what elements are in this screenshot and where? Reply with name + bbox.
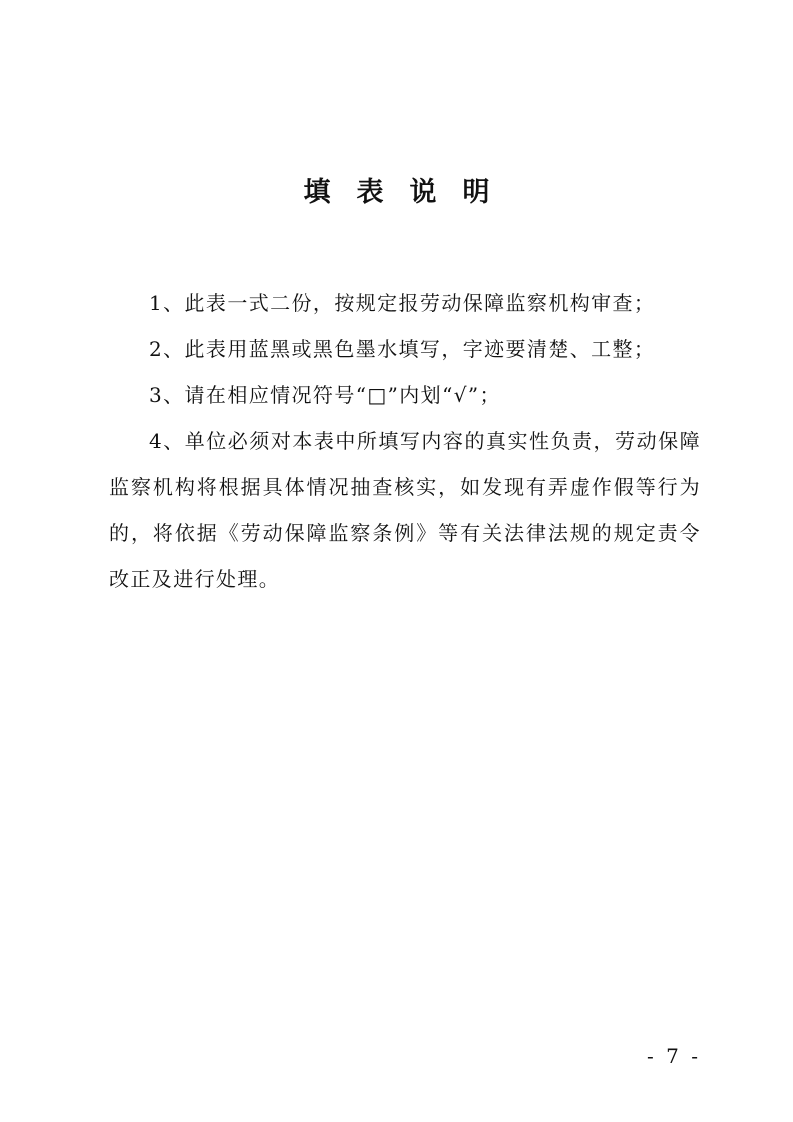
instruction-item: 1、此表一式二份，按规定报劳动保障监察机构审查；	[149, 291, 656, 315]
instruction-item: 3、请在相应情况符号“□”内划“√”；	[149, 383, 501, 407]
page-number: - 7 -	[647, 1044, 701, 1068]
instruction-item: 2、此表用蓝黑或黑色墨水填写，字迹要清楚、工整；	[149, 337, 656, 361]
instruction-item: 4、单位必须对本表中所填写内容的真实性负责，劳动保障监察机构将根据具体情况抽查核实，如发现有弄虚作假等行为的，将依据《劳动保障监察条例》等有关法律法规的规定责令改正及进行处理。	[109, 429, 701, 591]
page-title: 填表说明	[303, 177, 516, 208]
instruction-list	[109, 280, 701, 602]
